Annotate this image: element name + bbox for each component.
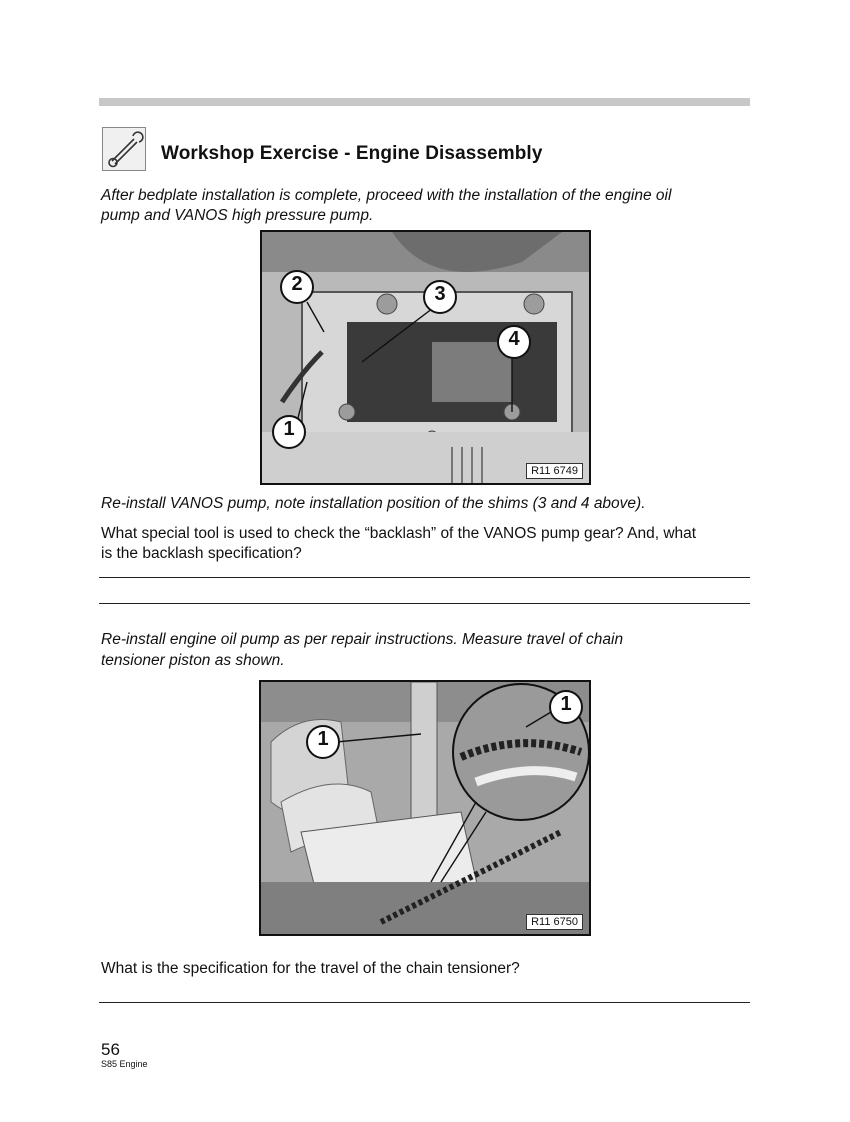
chain-tensioner-photo: [261, 682, 589, 934]
answer-line: [99, 577, 750, 578]
callout-1-inset: 1: [560, 693, 572, 715]
workshop-icon-box: [102, 127, 146, 171]
callout-2: 2: [291, 273, 303, 295]
question-2: What is the specification for the travel of the chain tensioner?: [101, 960, 520, 977]
question-1-line-2: is the backlash specification?: [101, 545, 302, 562]
callout-1-left: 1: [317, 728, 329, 750]
callout-4: 4: [508, 328, 520, 350]
top-rule: [99, 98, 750, 106]
figure-vanos-pump: [260, 230, 591, 485]
page-title: Workshop Exercise - Engine Disassembly: [161, 143, 543, 164]
vanos-instruction: Re-install VANOS pump, note installation position of the shims (3 and 4 above).: [101, 495, 646, 512]
oil-pump-instruction-line-2: tensioner piston as shown.: [101, 652, 285, 669]
figure-code: R11 6750: [526, 914, 583, 930]
callout-3: 3: [434, 283, 446, 305]
footer-doc-title: S85 Engine: [101, 1059, 148, 1069]
vanos-pump-photo: [262, 232, 589, 483]
callout-1: 1: [283, 418, 295, 440]
figure-chain-tensioner: [259, 680, 591, 936]
figure-code: R11 6749: [526, 463, 583, 479]
wrench-icon: [103, 128, 147, 172]
intro-line-1: After bedplate installation is complete, proceed with the installation of the engine oil: [101, 187, 672, 204]
oil-pump-instruction-line-1: Re-install engine oil pump as per repair instructions. Measure travel of chain: [101, 631, 624, 648]
answer-line: [99, 603, 750, 604]
question-1-line-1: What special tool is used to check the “backlash” of the VANOS pump gear? And, what: [101, 525, 697, 542]
intro-line-2: pump and VANOS high pressure pump.: [101, 207, 374, 224]
answer-line: [99, 1002, 750, 1003]
page-number: 56: [101, 1040, 120, 1059]
